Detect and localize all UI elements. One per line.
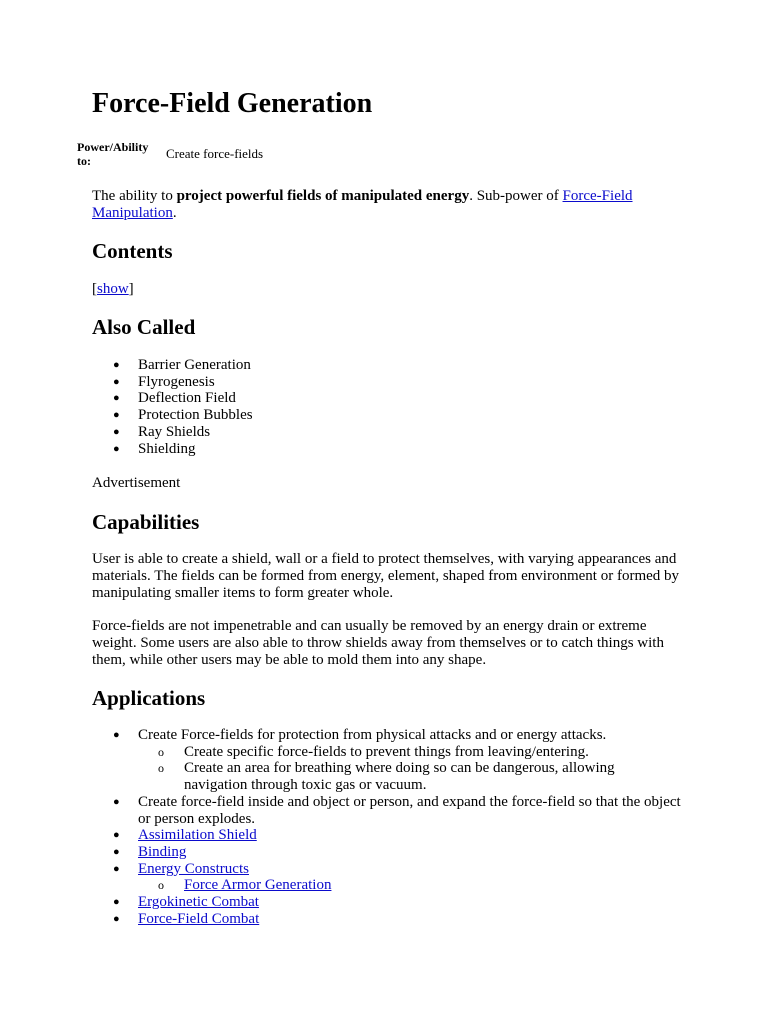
bullet-icon: ● [113,862,120,875]
advertisement-label: Advertisement [92,475,181,491]
list-item [92,861,682,894]
circle-bullet-icon: o [158,761,164,776]
intro-prefix: The ability to [92,188,177,204]
intro-suffix: . [172,205,177,221]
show-contents-link[interactable]: show [97,281,129,297]
also-called-heading: Also Called [92,315,196,339]
intro-bold: project powerful fields of manipulated energy [176,188,470,204]
list-item-label: Create Force-fields for protection from physical attacks and or energy attacks. [138,727,607,743]
intro-middle: . Sub-power of [469,188,563,204]
list-item-label: Protection Bubbles [138,407,253,424]
page-title: Force-Field Generation [92,88,373,119]
infobox-label: Power/Ability to: [77,140,149,168]
contents-heading: Contents [92,239,173,263]
toggle-open-bracket: [ [92,281,97,297]
applications-list [92,727,682,927]
sub-list-item [138,744,636,761]
sub-list-item-label: Create an area for breathing where doing so can be dangerous, allowing navigation through toxic gas or vacuum. [184,760,615,794]
intro-paragraph [92,188,682,222]
list-item [92,441,682,458]
bullet-icon: ● [113,912,120,925]
list-item-label: Barrier Generation [138,357,251,373]
assimilation-shield-link[interactable]: Assimilation Shield [138,827,257,844]
list-item [92,894,682,911]
sub-list-item-label: Create specific force-fields to prevent things from leaving/entering. [184,743,589,760]
sub-list-item [138,877,636,894]
list-item [92,794,682,827]
list-item [92,727,682,794]
infobox-value: Create force-fields [166,146,264,161]
capabilities-paragraph-1: User is able to create a shield, wall or a field to protect themselves, with varying appearances and materials. The fields can be formed from energy, element, shaped from environment or formed by manipulating smaller items to form greater whole. [92,551,680,601]
bullet-icon: ● [113,409,120,422]
force-field-combat-link[interactable]: Force-Field Combat [138,910,260,927]
list-item-label: Create force-field inside and object or person, and expand the force-field so that the object or person explodes. [138,793,681,827]
sub-list [138,877,682,894]
circle-bullet-icon: o [158,878,164,893]
capabilities-paragraph-2: Force-fields are not impenetrable and can usually be removed by an energy drain or extreme weight. Some users are also able to throw shields away from themselves or to catch things with them, while other users may be able to mold them into any shape. [92,618,664,668]
bullet-icon: ● [113,359,120,371]
sub-list [138,744,682,794]
contents-toggle [92,281,134,298]
list-item [92,827,682,844]
force-field-manipulation-link[interactable]: Force-Field Manipulation [92,188,633,221]
list-item [92,374,682,391]
circle-bullet-icon: o [158,744,164,759]
bullet-icon: ● [113,896,120,909]
toggle-close-bracket: ] [128,281,134,297]
bullet-icon: ● [113,442,120,455]
list-item-label: Deflection Field [138,390,236,407]
bullet-icon: ● [113,392,120,405]
capabilities-heading: Capabilities [92,510,200,534]
bullet-icon: ● [113,829,120,842]
list-item-label: Flyrogenesis [138,373,215,390]
list-item [92,407,682,424]
list-item-label: Shielding [138,440,196,457]
ergokinetic-combat-link[interactable]: Ergokinetic Combat [138,894,259,911]
list-item-label: Ray Shields [138,423,211,440]
list-item [92,390,682,407]
applications-heading: Applications [92,686,206,710]
also-called-list [92,357,682,457]
list-item [92,844,682,861]
bullet-icon: ● [113,845,120,858]
bullet-icon: ● [113,795,120,808]
list-item [92,357,682,374]
bullet-icon: ● [113,729,120,741]
bullet-icon: ● [113,425,120,438]
energy-constructs-link[interactable]: Energy Constructs [138,860,249,877]
list-item [92,424,682,441]
list-item [92,911,682,928]
bullet-icon: ● [113,375,120,388]
binding-link[interactable]: Binding [138,843,187,860]
force-armor-generation-link[interactable]: Force Armor Generation [184,877,332,894]
sub-list-item [138,760,636,793]
